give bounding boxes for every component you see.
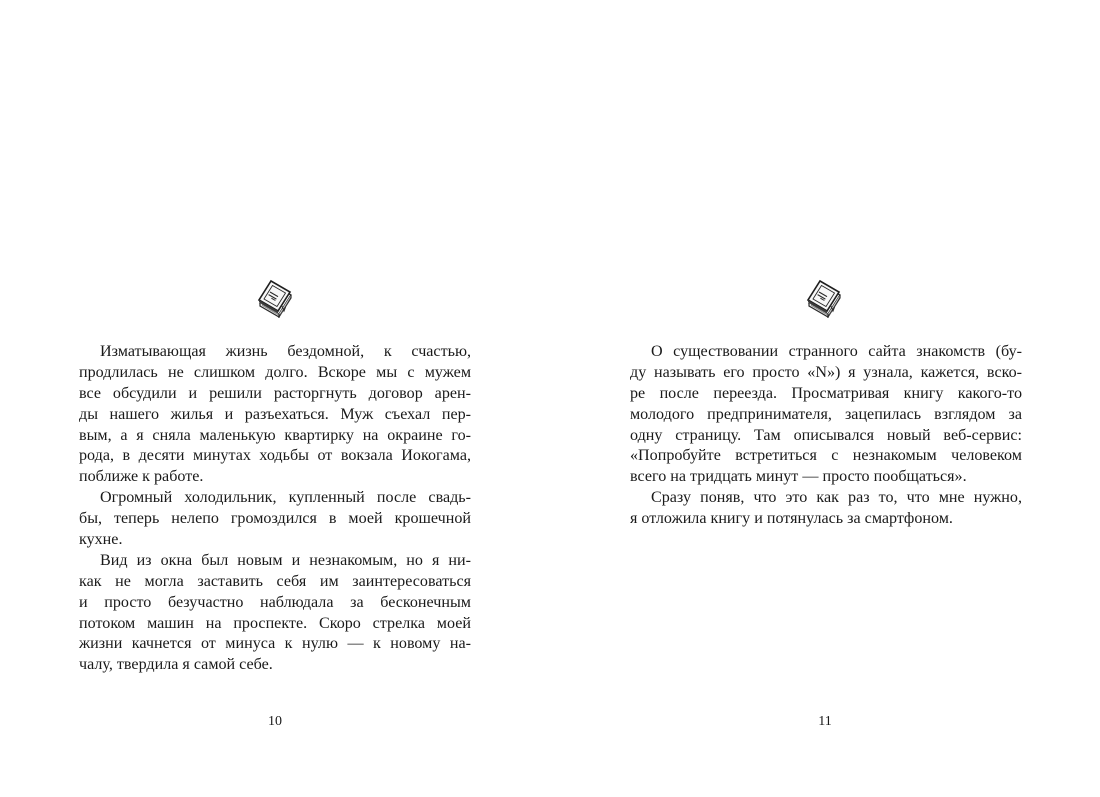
book-icon <box>257 278 293 318</box>
page-number: 10 <box>268 714 282 729</box>
page-number: 11 <box>818 714 832 729</box>
right-page <box>550 0 1100 797</box>
left-page-text <box>79 342 471 676</box>
text-line: жизни качнется от минуса к нулю — к новому на- <box>79 635 471 653</box>
text-line: Вид из окна был новым и незнакомым, но я ни- <box>100 551 471 569</box>
text-line: ду называть его просто «N») я узнала, кажется, вско- <box>630 363 1022 381</box>
text-line: «Попробуйте встретиться с незнакомым человеком <box>630 447 1022 465</box>
paragraph <box>630 488 1022 530</box>
text-line: всего на тридцать минут — просто пообщаться». <box>630 468 967 486</box>
paragraph <box>79 551 471 676</box>
text-line: кухне. <box>79 531 123 549</box>
text-line: чалу, твердила я самой себе. <box>79 656 273 674</box>
text-line: вым, а я сняла маленькую квартирку на окраине го- <box>79 426 471 444</box>
text-line: как не могла заставить себя им заинтересоваться <box>79 572 471 590</box>
text-line: я отложила книгу и потянулась за смартфоном. <box>630 510 953 528</box>
text-line: Огромный холодильник, купленный после свадь- <box>100 489 471 507</box>
text-line: рода, в десяти минутах ходьбы от вокзала Иокогама, <box>79 447 471 465</box>
text-line: ды нашего жилья и разъехаться. Муж съехал пер- <box>79 405 471 423</box>
right-page-text <box>630 342 1022 530</box>
book-icon <box>806 278 842 318</box>
text-line: Изматывающая жизнь бездомной, к счастью, <box>100 343 471 360</box>
text-line: ре после переезда. Просматривая книгу какого-то <box>630 384 1022 402</box>
text-line: молодого предпринимателя, зацепилась взглядом за <box>630 405 1022 423</box>
paragraph <box>79 488 471 551</box>
text-line: поближе к работе. <box>79 468 204 486</box>
text-line: Сразу поняв, что это как раз то, что мне нужно, <box>651 489 1022 507</box>
text-line: и просто безучастно наблюдала за бесконечным <box>79 593 471 611</box>
text-line: О существовании странного сайта знакомств (бу- <box>651 343 1022 360</box>
text-line: все обсудили и решили расторгнуть договор арен- <box>79 384 471 402</box>
text-line: одну страницу. Там описывался новый веб-сервис: <box>630 426 1022 444</box>
paragraph <box>79 342 471 488</box>
text-line: потоком машин на проспекте. Скоро стрелка моей <box>79 614 471 632</box>
text-line: продлилась не слишком долго. Вскоре мы с мужем <box>79 363 471 381</box>
paragraph <box>630 342 1022 488</box>
text-line: бы, теперь нелепо громоздился в моей крошечной <box>79 510 471 528</box>
